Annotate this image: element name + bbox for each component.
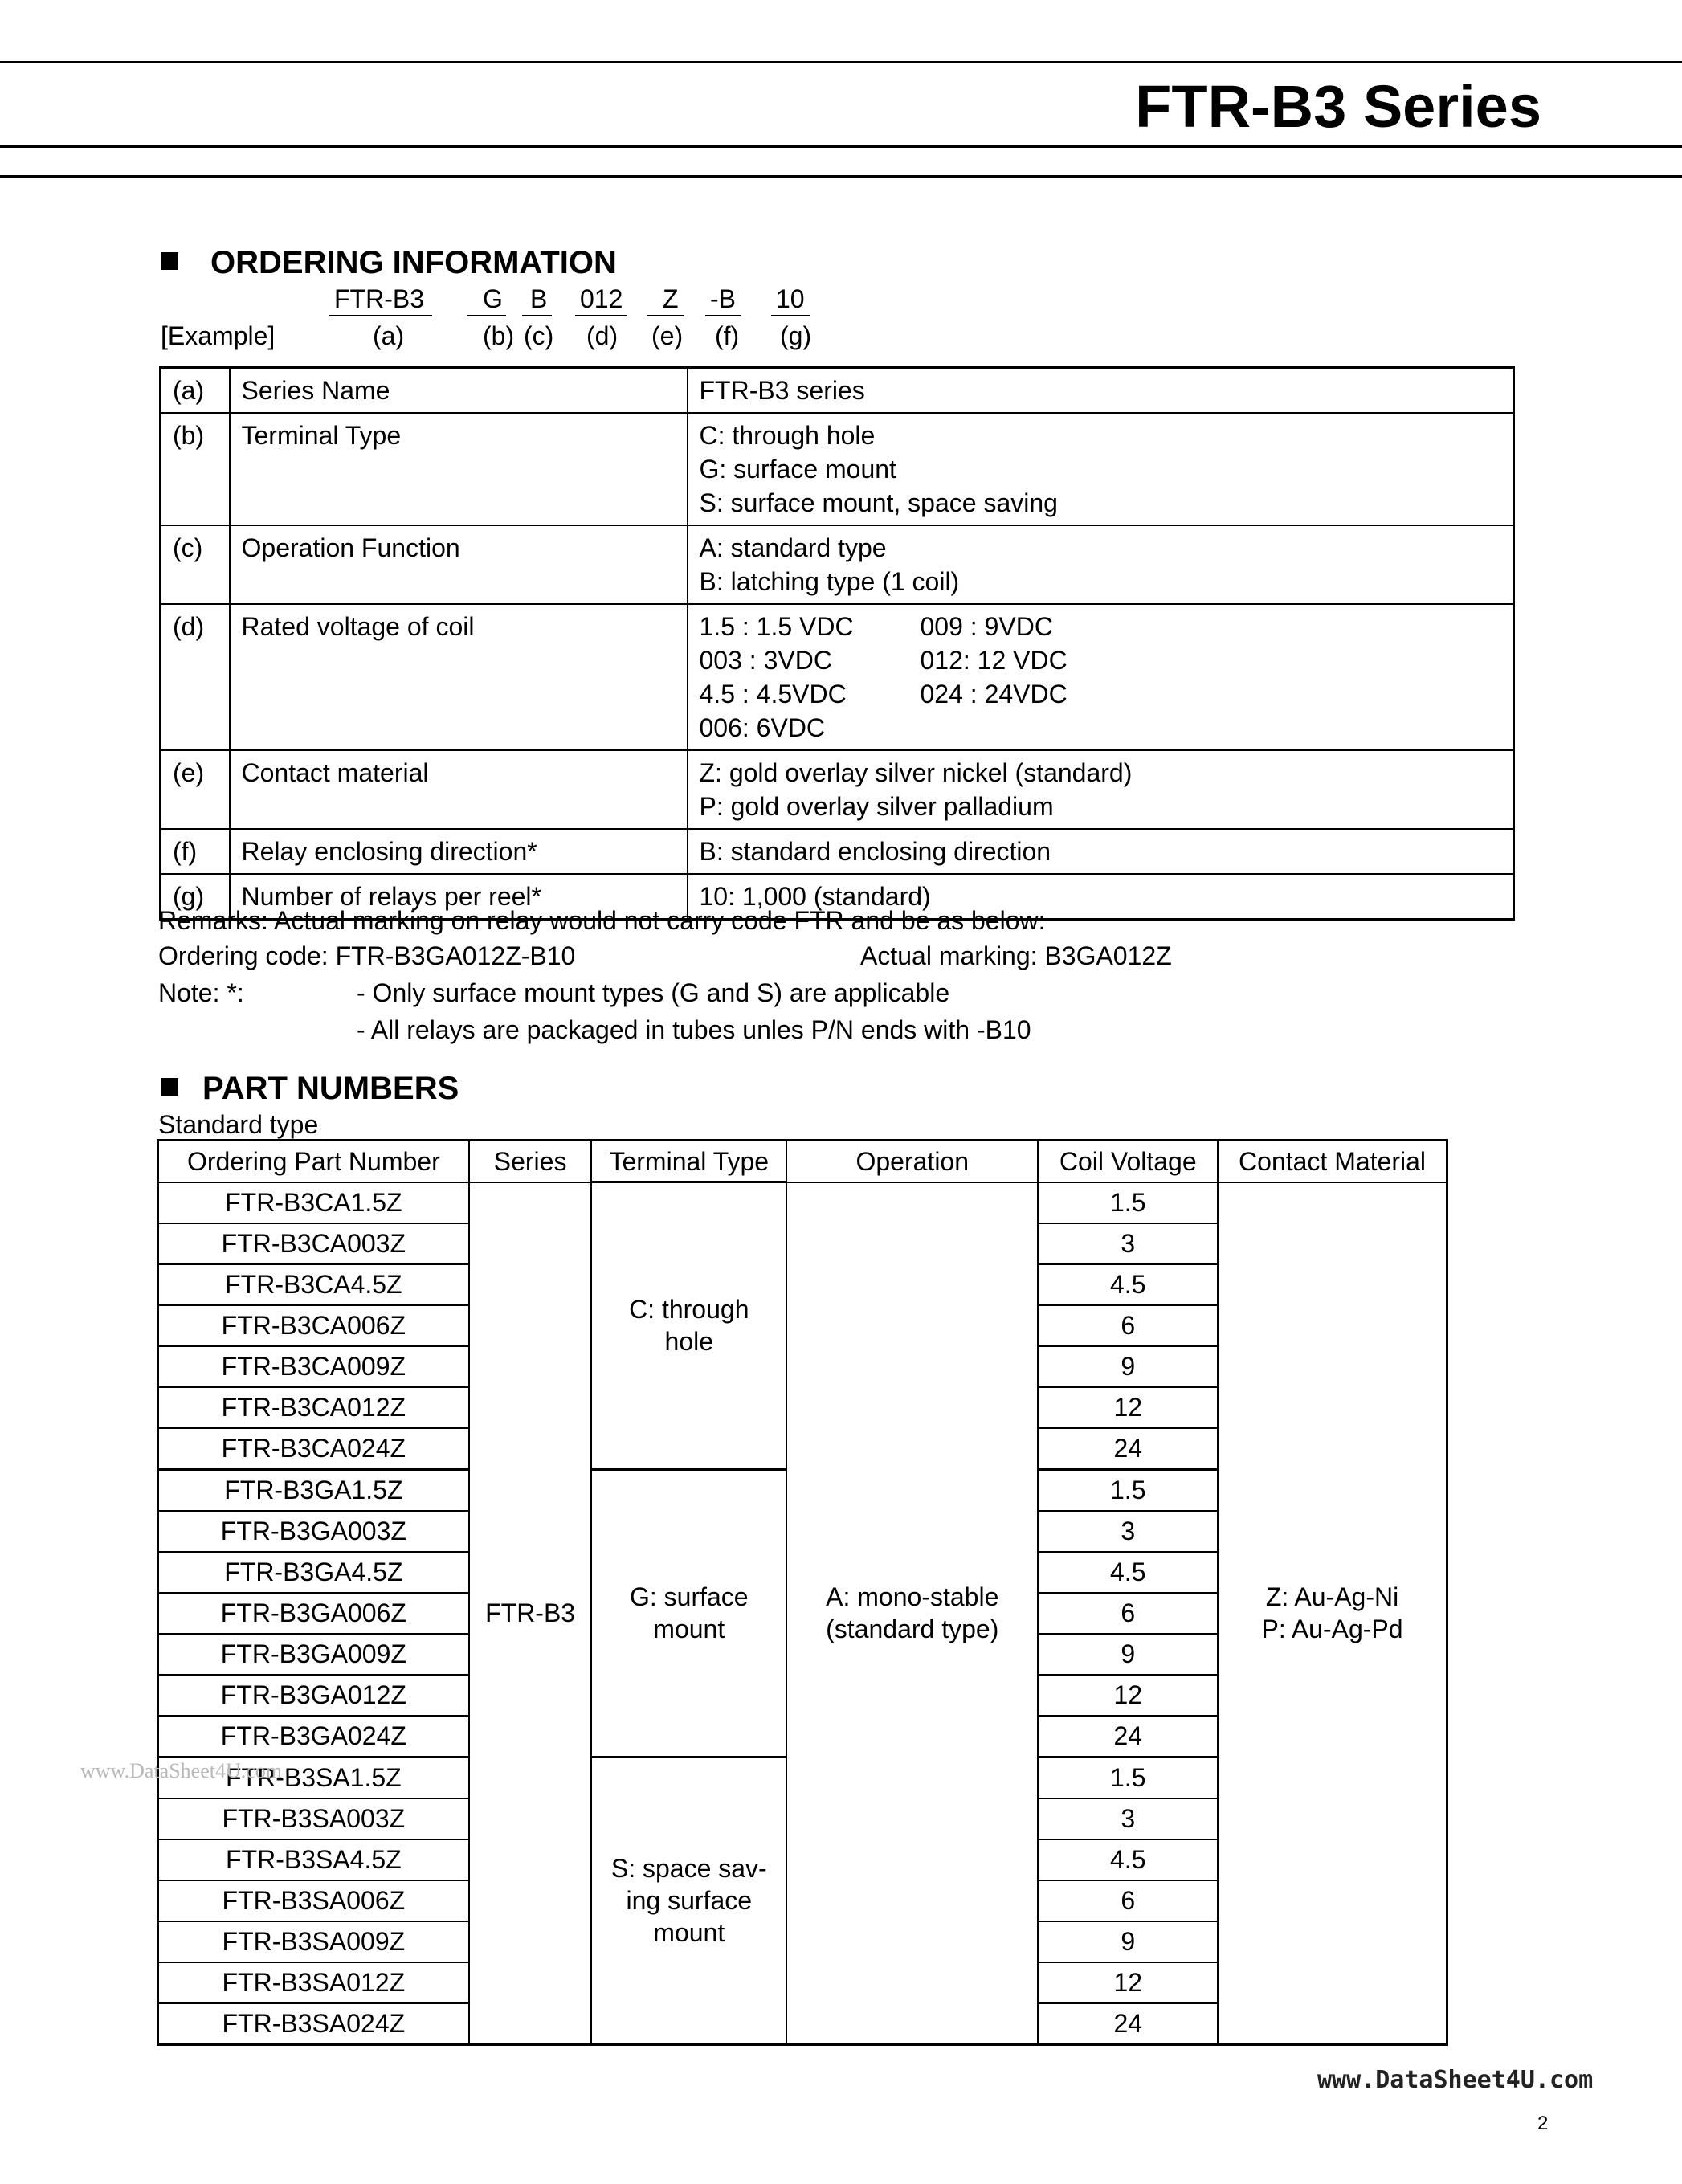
part-number-cell: FTR-B3GA012Z [158,1675,469,1716]
part-number-cell: FTR-B3CA4.5Z [158,1264,469,1305]
part-numbers-heading [161,1068,459,1108]
bullet-square-icon [161,1078,178,1096]
coil-voltage-cell: 3 [1038,1223,1218,1264]
part-numbers-table [157,1139,1448,2046]
part-number-cell: FTR-B3GA4.5Z [158,1552,469,1593]
coil-voltage-cell: 6 [1038,1593,1218,1634]
part-number-cell: FTR-B3SA024Z [158,2003,469,2045]
coil-voltage-cell: 12 [1038,1962,1218,2003]
coil-voltage-cell: 1.5 [1038,1757,1218,1798]
bullet-square-icon [161,252,178,270]
ordering-row-f [161,829,1514,874]
header-rule-top [0,61,1682,63]
contact-material-cell: Z: Au-Ag-Ni P: Au-Ag-Pd [1218,1182,1447,2045]
ordering-name: Terminal Type [230,413,688,525]
coil-voltage-cell: 1.5 [1038,1182,1218,1223]
part-number-cell: FTR-B3SA4.5Z [158,1839,469,1880]
ordering-row-d [161,604,1514,750]
part-number-cell: FTR-B3CA012Z [158,1387,469,1428]
voltage-grid: 1.5 : 1.5 VDC 009 : 9VDC 003 : 3VDC 012: 12 VDC 4.5 : 4.5VDC 024 : 24VDC 006: 6VDC [699,612,1068,742]
header-rule-bottom [0,175,1682,178]
ordering-row-b [161,413,1514,525]
coil-voltage-cell: 1.5 [1038,1469,1218,1511]
coil-voltage-cell: 6 [1038,1880,1218,1921]
ordering-code-text: Ordering code: FTR-B3GA012Z-B10 [158,941,576,970]
example-letter-e: (e) [651,321,684,350]
column-header: Operation [786,1141,1038,1182]
ordering-name: Contact material [230,750,688,829]
part-number-cell: FTR-B3SA003Z [158,1798,469,1839]
ordering-key: (c) [161,525,230,604]
example-letter-b: (b) [483,321,515,350]
example-code-e: Z [663,283,679,315]
ordering-key: (d) [161,604,230,750]
ordering-name: Number of relays per reel* [230,874,688,920]
remarks-text: Remarks: Actual marking on relay would not carry code FTR and be as below: [158,906,1046,935]
ordering-key: (b) [161,413,230,525]
column-header: Coil Voltage [1038,1141,1218,1182]
part-number-cell: FTR-B3GA009Z [158,1634,469,1675]
ordering-values: Z: gold overlay silver nickel (standard) P: gold overlay silver palladium [688,750,1514,829]
table-header-row [158,1141,1447,1182]
ordering-values [688,604,1514,750]
example-code-a: FTR-B3 [334,283,424,315]
coil-voltage-cell: 6 [1038,1305,1218,1346]
column-header: Terminal Type [591,1141,786,1182]
coil-voltage-cell: 12 [1038,1387,1218,1428]
part-number-cell: FTR-B3CA1.5Z [158,1182,469,1223]
ordering-table [159,366,1515,921]
ordering-heading [161,243,617,283]
example-code-b: G [483,283,503,315]
ordering-values: B: standard enclosing direction [688,829,1514,874]
part-number-cell: FTR-B3SA006Z [158,1880,469,1921]
coil-voltage-cell: 24 [1038,1716,1218,1757]
coil-voltage-cell: 12 [1038,1675,1218,1716]
example-code-d: 012 [580,283,623,315]
ordering-key: (a) [161,368,230,414]
terminal-type-cell: G: surface mount [591,1469,786,1757]
site-link[interactable]: www.DataSheet4U.com [1317,2066,1594,2094]
coil-voltage-cell: 3 [1038,1798,1218,1839]
column-header: Ordering Part Number [158,1141,469,1182]
part-number-cell: FTR-B3CA006Z [158,1305,469,1346]
example-code-g: 10 [776,283,805,315]
part-number-cell: FTR-B3GA003Z [158,1511,469,1552]
ordering-key: (e) [161,750,230,829]
coil-voltage-cell: 4.5 [1038,1552,1218,1593]
example-letter-d: (d) [586,321,619,350]
ordering-key: (f) [161,829,230,874]
ordering-values: FTR-B3 series [688,368,1514,414]
ordering-row-a [161,368,1514,414]
part-number-cell: FTR-B3SA009Z [158,1921,469,1962]
terminal-type-cell: S: space sav- ing surface mount [591,1757,786,2044]
table-row [158,1182,1447,1223]
note-line-2: - All relays are packaged in tubes unles P/N ends with -B10 [357,1015,1031,1044]
part-number-cell: FTR-B3GA024Z [158,1716,469,1757]
part-numbers-heading-text: PART NUMBERS [202,1071,459,1106]
standard-type-label: Standard type [158,1110,319,1139]
note-line-1: - Only surface mount types (G and S) are applicable [357,978,950,1007]
ordering-name: Relay enclosing direction* [230,829,688,874]
example-code-c: B [530,283,547,315]
ordering-key: (g) [161,874,230,920]
page-number: 2 [1537,2113,1549,2134]
actual-marking-text: Actual marking: B3GA012Z [860,941,1172,970]
column-header: Series [469,1141,592,1182]
ordering-name: Series Name [230,368,688,414]
ordering-row-e [161,750,1514,829]
example-letter-f: (f) [715,321,740,350]
header-rule-middle [0,145,1682,148]
part-number-cell: FTR-B3CA024Z [158,1428,469,1470]
watermark-text: www.DataSheet4U.com [80,1759,283,1782]
column-header: Contact Material [1218,1141,1447,1182]
ordering-heading-text: ORDERING INFORMATION [210,245,617,280]
page-title: FTR-B3 Series [1135,73,1541,140]
coil-voltage-cell: 3 [1038,1511,1218,1552]
part-number-cell: FTR-B3SA012Z [158,1962,469,2003]
coil-voltage-cell: 9 [1038,1634,1218,1675]
series-cell: FTR-B3 [469,1182,592,2045]
terminal-type-cell: C: through hole [591,1182,786,1470]
coil-voltage-cell: 9 [1038,1346,1218,1387]
part-number-cell: FTR-B3CA009Z [158,1346,469,1387]
ordering-values: 10: 1,000 (standard) [688,874,1514,920]
part-number-cell: FTR-B3CA003Z [158,1223,469,1264]
coil-voltage-cell: 9 [1038,1921,1218,1962]
coil-voltage-cell: 24 [1038,1428,1218,1470]
part-number-cell: FTR-B3SA1.5Z [158,1757,469,1798]
example-letter-g: (g) [780,321,812,350]
ordering-name: Rated voltage of coil [230,604,688,750]
part-number-cell: FTR-B3GA1.5Z [158,1469,469,1511]
coil-voltage-cell: 24 [1038,2003,1218,2045]
coil-voltage-cell: 4.5 [1038,1839,1218,1880]
ordering-name: Operation Function [230,525,688,604]
example-letter-a: (a) [373,321,405,350]
ordering-row-c [161,525,1514,604]
coil-voltage-cell: 4.5 [1038,1264,1218,1305]
example-code-f: -B [710,283,736,315]
ordering-values: A: standard type B: latching type (1 coil) [688,525,1514,604]
part-number-cell: FTR-B3GA006Z [158,1593,469,1634]
operation-cell: A: mono-stable (standard type) [786,1182,1038,2045]
example-label: [Example] [161,321,276,350]
ordering-values: C: through hole G: surface mount S: surface mount, space saving [688,413,1514,525]
example-letter-c: (c) [524,321,554,350]
note-label: Note: *: [158,978,244,1007]
